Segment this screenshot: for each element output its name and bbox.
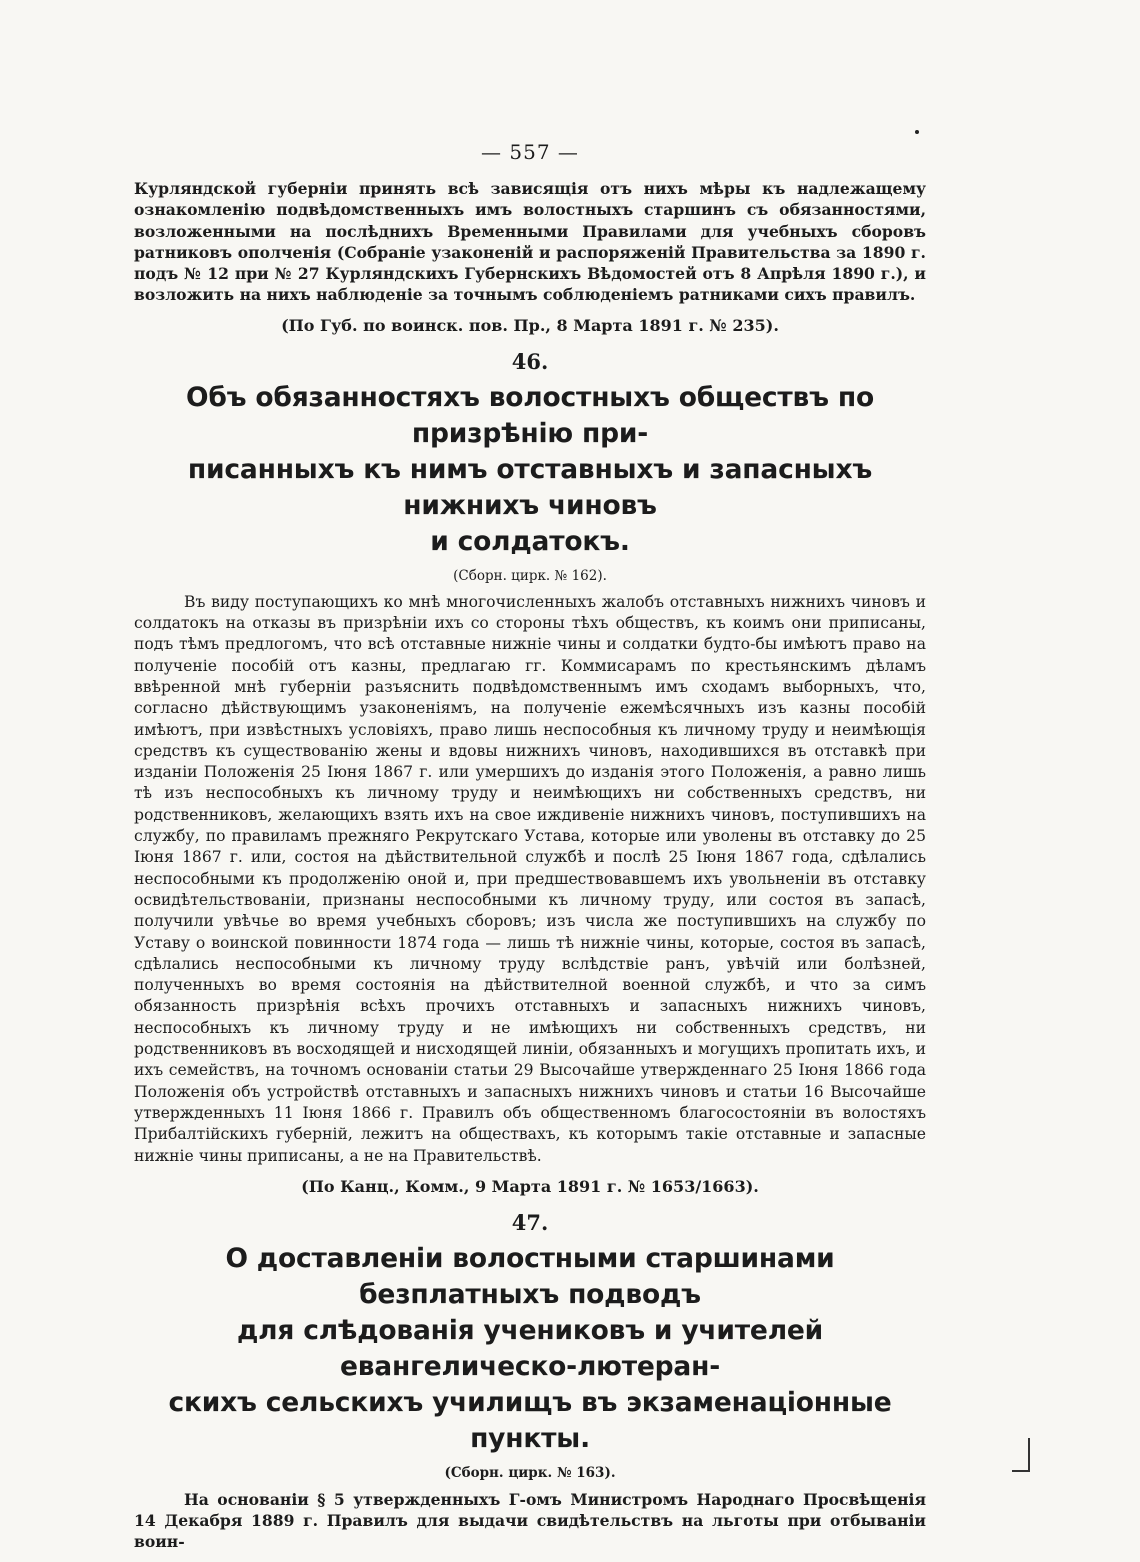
- scan-speck: [915, 130, 919, 134]
- scan-margin-line: [1012, 1470, 1030, 1472]
- section-title-line: О доставленіи волостными старшинами безплатныхъ подводъ: [225, 1242, 835, 1310]
- section-title-line: скихъ сельскихъ училищъ въ экзаменаціонные пункты.: [168, 1386, 892, 1454]
- document-page: [134, 140, 926, 1553]
- scan-margin-line: [1028, 1438, 1030, 1470]
- section-title-line: писанныхъ къ нимъ отставныхъ и запасныхъ нижнихъ чиновъ: [187, 453, 873, 521]
- intro-paragraph: Курляндской губерніи принять всѣ зависящія отъ нихъ мѣры къ надлежащему ознакомленію подвѣдомственныхъ имъ волостныхъ старшинъ съ обязанностями, возложенными на послѣднихъ Временными Правилами для учебныхъ сборовъ ратниковъ ополченія (Собраніе узаконеній и распоряженій Правительства за 1890 г. подъ № 12 при № 27 Курляндскихъ Губернскихъ Вѣдомостей отъ 8 Апрѣля 1890 г.), и возложить на нихъ наблюденіе за точнымъ соблюденіемъ ратниками сихъ правилъ.: [134, 179, 926, 305]
- section-title: [124, 1241, 936, 1457]
- collection-reference: (Сборн. цирк. № 163).: [444, 1464, 616, 1481]
- section-source-citation: (По Канц., Комм., 9 Марта 1891 г. № 1653/1663).: [301, 1176, 759, 1196]
- section-47: [134, 1210, 926, 1553]
- section-body: На основаніи § 5 утвержденныхъ Г-омъ Министромъ Народнаго Просвѣщенія 14 Декабря 1889 г. Правилъ для выдачи свидѣтельствъ на льготы при отбываніи воин-: [134, 1489, 926, 1552]
- section-title-line: Объ обязанностяхъ волостныхъ обществъ по призрѣнію при-: [186, 381, 874, 449]
- intro-source-citation: (По Губ. по воинск. пов. Пр., 8 Марта 1891 г. № 235).: [281, 315, 779, 335]
- section-title: [124, 380, 936, 560]
- section-number: 47.: [511, 1209, 549, 1235]
- section-body: Въ виду поступающихъ ко мнѣ многочисленныхъ жалобъ отставныхъ нижнихъ чиновъ и солдатокъ на отказы въ призрѣніи ихъ со стороны тѣхъ обществъ, къ коимъ они приписаны, подъ тѣмъ предлогомъ, что всѣ отставные нижніе чины и солдатки будто-бы имѣютъ право на полученіе пособій отъ казны, предлагаю гг. Коммисарамъ по крестьянскимъ дѣламъ ввѣренной мнѣ губерніи разъяснить подвѣдомственнымъ имъ сходамъ выборныхъ, что, согласно дѣйствующимъ узаконеніямъ, на полученіе ежемѣсячныхъ изъ казны пособій имѣютъ, при извѣстныхъ условіяхъ, право лишь неспособныя къ личному труду и неимѣющія средствъ къ существованію жены и вдовы нижнихъ чиновъ, находившихся въ отставкѣ при изданіи Положенія 25 Іюня 1867 г. или умершихъ до изданія этого Положенія, а равно лишь тѣ изъ неспособныхъ къ личному труду и неимѣющихъ ни собственныхъ средствъ, ни родственниковъ, желающихъ взять ихъ на свое иждивеніе нижнихъ чиновъ, поступившихъ на службу, по правиламъ прежняго Рекрутскаго Устава, которые или уволены въ отставку до 25 Іюня 1867 г. или, состоя на дѣйствительной службѣ и послѣ 25 Іюня 1867 года, сдѣлались неспособными къ продолженію оной и, при предшествовавшемъ ихъ увольненіи въ отставку освидѣтельствованіи, признаны неспособными къ личному труду, или состоя въ запасѣ, получили увѣчье во время учебныхъ сборовъ; изъ числа же поступившихъ на службу по Уставу о воинской повинности 1874 года — лишь тѣ нижніе чины, которые, состоя въ запасѣ, сдѣлались неспособными къ личному труду вслѣдствіе ранъ, увѣчій или болѣзней, полученныхъ во время состоянія на дѣйствителной военной службѣ, и что за симъ обязанность призрѣнія всѣхъ прочихъ отставныхъ и запасныхъ нижнихъ чиновъ, неспособныхъ къ личному труду и не имѣющихъ ни собственныхъ средствъ, ни родственниковъ въ восходящей и нисходящей линіи, обязанныхъ и могущихъ пропитать ихъ, и ихъ семействъ, на точномъ основаніи статьи 29 Высочайше утвержденнаго 25 Іюня 1866 года Положенія объ устройствѣ отставныхъ и запасныхъ нижнихъ чиновъ и статьи 16 Высочайше утвержденныхъ 11 Іюня 1866 г. Правилъ объ общественномъ благосостояніи въ волостяхъ Прибалтійскихъ губерній, лежитъ на обществахъ, къ которымъ такіе отставные и запасные нижніе чины приписаны, а не на Правительствѣ.: [134, 592, 926, 1165]
- section-46: [134, 349, 926, 1196]
- section-number: 46.: [511, 348, 549, 374]
- collection-reference: (Сборн. цирк. № 162).: [453, 567, 607, 584]
- page-number: — 557 —: [481, 140, 579, 164]
- section-title-line: для слѣдованія учениковъ и учителей евангелическо-лютеран-: [236, 1314, 824, 1382]
- section-title-line: и солдатокъ.: [430, 525, 630, 557]
